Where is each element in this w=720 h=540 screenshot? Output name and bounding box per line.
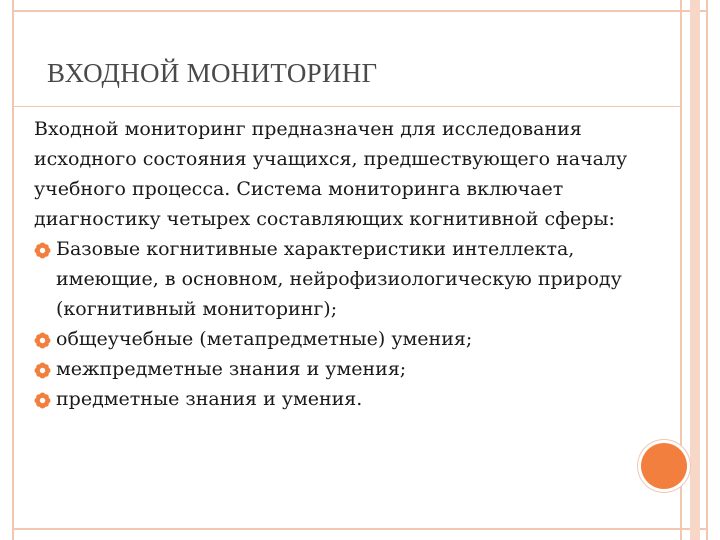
decorative-circle <box>641 443 687 489</box>
list-item-text: межпредметные знания и умения; <box>56 358 407 380</box>
bullet-list <box>34 234 674 414</box>
list-item <box>34 324 674 354</box>
slide-body <box>34 114 674 414</box>
list-item-text: Базовые когнитивные характеристики интеллекта, имеющие, в основном, нейрофизиологическую природу (когнитивный мониторинг); <box>56 238 622 320</box>
title-divider <box>14 106 680 107</box>
right-rail-outer-line <box>706 0 708 540</box>
slide-title: ВХОДНОЙ МОНИТОРИНГ <box>47 58 378 88</box>
list-item-text: предметные знания и умения. <box>56 388 363 410</box>
list-item-text: общеучебные (метапредметные) умения; <box>56 328 473 350</box>
flower-bullet-icon <box>34 332 51 349</box>
frame-top-line <box>12 10 708 12</box>
flower-bullet-icon <box>34 392 51 409</box>
list-item <box>34 234 674 324</box>
frame-left-line <box>12 0 14 540</box>
flower-bullet-icon <box>34 242 51 259</box>
frame-bottom-line <box>12 528 708 530</box>
flower-bullet-icon <box>34 362 51 379</box>
list-item <box>34 354 674 384</box>
intro-paragraph: Входной мониторинг предназначен для исследования исходного состояния учащихся, предшествующего началу учебного процесса. Система мониторинга включает диагностику четырех составляющих когнитивной сферы: <box>34 118 628 230</box>
list-item <box>34 384 674 414</box>
right-rail-band <box>690 0 700 540</box>
